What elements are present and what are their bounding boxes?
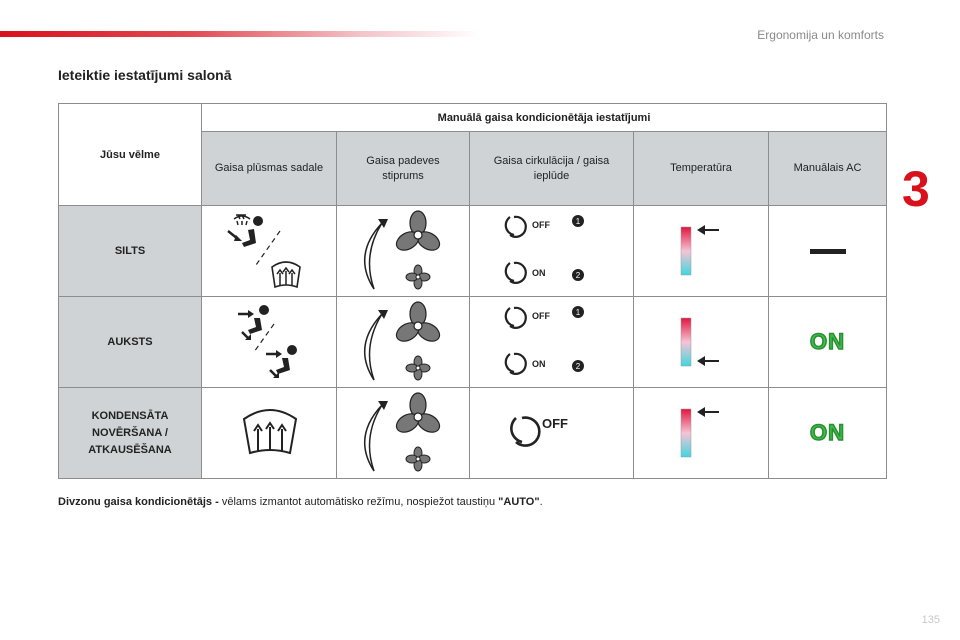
temperature-hot-icon (671, 403, 731, 463)
temperature-cell (634, 206, 769, 297)
distribution-cell (202, 206, 337, 297)
ac-cell (769, 206, 887, 297)
row-label-cold: AUKSTS (59, 297, 202, 388)
row-label-demist (59, 388, 202, 479)
fan-speed-cell (337, 297, 470, 388)
col-recirculation: Gaisa cirkulācija / gaisa ieplūde (470, 132, 634, 206)
distribution-cell (202, 388, 337, 479)
footnote-text: vēlams izmantot automātisko režīmu, nospiežot taustiņu (218, 496, 499, 508)
chapter-title: Ergonomija un komforts (757, 28, 884, 42)
col-fan-speed: Gaisa padeves stiprums (337, 132, 470, 206)
step-1-badge: 1 (575, 308, 580, 317)
temperature-cell (634, 297, 769, 388)
airflow-face-feet-icon (214, 302, 324, 382)
fan-speed-cell (337, 206, 470, 297)
airflow-feet-windscreen-icon (214, 211, 324, 291)
distribution-cell (202, 297, 337, 388)
recirculation-cell (470, 388, 634, 479)
ac-cell (769, 388, 887, 479)
ac-on-label: ON (810, 420, 846, 445)
page-title: Ieteiktie iestatījumi salonā (58, 67, 232, 83)
recirc-off-label: OFF (531, 311, 550, 321)
settings-table (58, 103, 887, 479)
footnote-key: "AUTO" (498, 496, 540, 508)
temperature-cold-icon (671, 312, 731, 372)
recirc-off-label: OFF (531, 220, 550, 230)
ac-cell (769, 297, 887, 388)
col-temperature: Temperatūra (634, 132, 769, 206)
temperature-cell (634, 388, 769, 479)
col-manual-ac: Manuālais AC (769, 132, 887, 206)
recirculation-steps-icon (492, 211, 612, 291)
recirc-on-label: ON (531, 359, 545, 369)
windscreen-demist-icon (214, 403, 324, 463)
ac-on-label: ON (810, 329, 846, 354)
recirc-on-label: ON (531, 268, 545, 278)
chapter-color-bar (0, 31, 480, 37)
row-label-warm: SILTS (59, 206, 202, 297)
step-2-badge: 2 (575, 362, 580, 371)
fan-speed-high-icon (348, 300, 458, 384)
recirculation-cell (470, 206, 634, 297)
group-header: Manuālā gaisa kondicionētāja iestatījumi (202, 104, 887, 132)
footnote (58, 496, 543, 508)
page-number: 135 (921, 614, 940, 626)
row-label-demist-text: KONDENSĀTA NOVĒRŠANA / ATKAUSĒŠANA (88, 409, 172, 456)
wish-header: Jūsu vēlme (59, 104, 202, 206)
fan-speed-cell (337, 388, 470, 479)
step-2-badge: 2 (575, 271, 580, 280)
recirculation-off-icon (492, 408, 612, 458)
fan-speed-high-icon (348, 209, 458, 293)
footnote-end: . (539, 496, 543, 508)
temperature-hot-icon (671, 221, 731, 281)
recirculation-cell (470, 297, 634, 388)
col-distribution: Gaisa plūsmas sadale (202, 132, 337, 206)
step-1-badge: 1 (575, 217, 580, 226)
chapter-number: 3 (902, 161, 930, 217)
fan-speed-high-icon (348, 391, 458, 475)
recirculation-steps-icon (492, 302, 612, 382)
ac-off-dash (788, 236, 868, 266)
footnote-bold: Divzonu gaisa kondicionētājs - (58, 496, 219, 508)
recirc-off-label: OFF (541, 416, 568, 431)
